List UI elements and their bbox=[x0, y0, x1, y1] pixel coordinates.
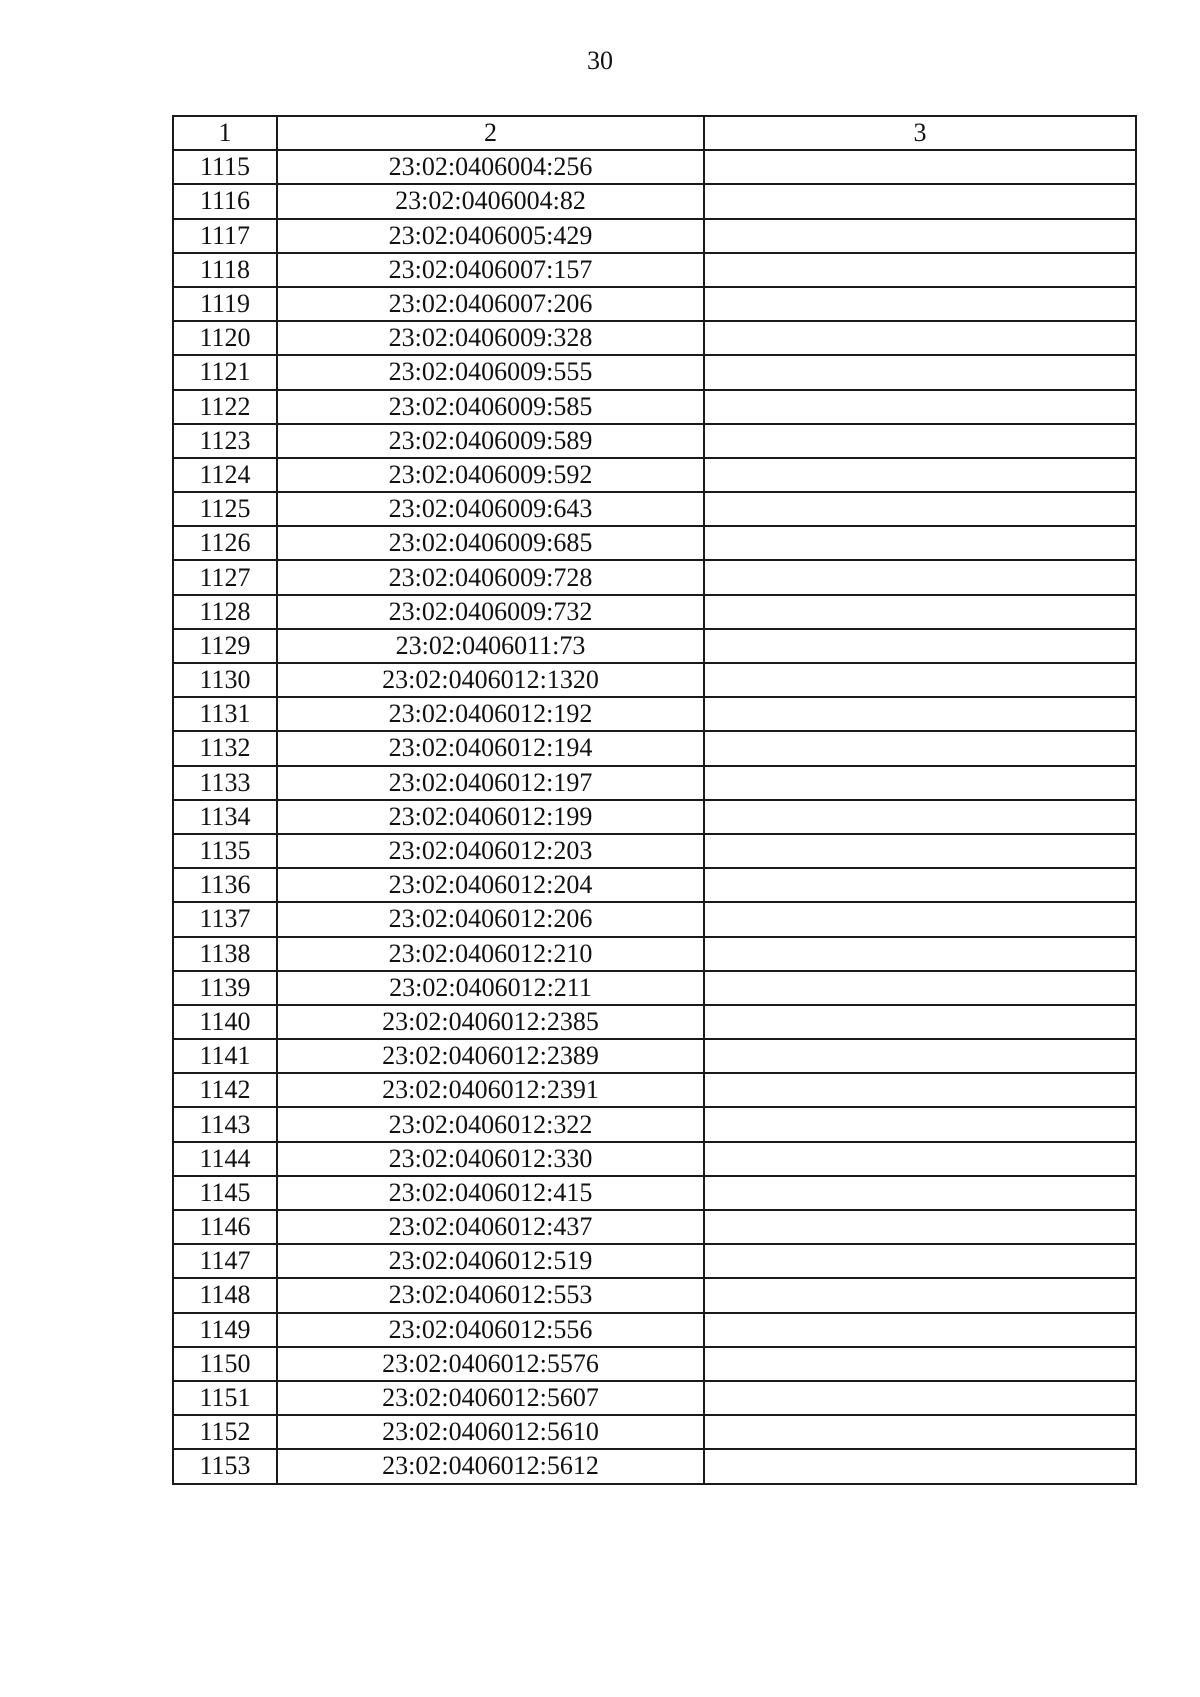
row-number-cell: 1149 bbox=[173, 1313, 277, 1347]
row-number-cell: 1145 bbox=[173, 1176, 277, 1210]
note-cell bbox=[704, 663, 1136, 697]
table-row bbox=[173, 1073, 1136, 1107]
cadastral-number-cell: 23:02:0406012:2391 bbox=[277, 1073, 704, 1107]
note-cell bbox=[704, 355, 1136, 389]
cadastral-number-cell: 23:02:0406009:592 bbox=[277, 458, 704, 492]
cadastral-number-cell: 23:02:0406012:415 bbox=[277, 1176, 704, 1210]
note-cell bbox=[704, 184, 1136, 218]
table-row bbox=[173, 1415, 1136, 1449]
row-number-cell: 1140 bbox=[173, 1005, 277, 1039]
cadastral-number-cell: 23:02:0406012:210 bbox=[277, 937, 704, 971]
cadastral-number-cell: 23:02:0406009:643 bbox=[277, 492, 704, 526]
note-cell bbox=[704, 868, 1136, 902]
table-row bbox=[173, 1244, 1136, 1278]
cadastral-number-cell: 23:02:0406012:197 bbox=[277, 766, 704, 800]
table-row bbox=[173, 868, 1136, 902]
cadastral-number-cell: 23:02:0406012:192 bbox=[277, 697, 704, 731]
cadastral-number-cell: 23:02:0406004:256 bbox=[277, 150, 704, 184]
table-row bbox=[173, 1210, 1136, 1244]
table-row bbox=[173, 1142, 1136, 1176]
table-row bbox=[173, 526, 1136, 560]
table-row bbox=[173, 1176, 1136, 1210]
cadastral-number-cell: 23:02:0406007:206 bbox=[277, 287, 704, 321]
row-number-cell: 1130 bbox=[173, 663, 277, 697]
row-number-cell: 1151 bbox=[173, 1381, 277, 1415]
table-row bbox=[173, 1449, 1136, 1483]
table-row bbox=[173, 184, 1136, 218]
cadastral-number-cell: 23:02:0406012:437 bbox=[277, 1210, 704, 1244]
table-row bbox=[173, 321, 1136, 355]
note-cell bbox=[704, 834, 1136, 868]
cadastral-number-cell: 23:02:0406012:206 bbox=[277, 902, 704, 936]
row-number-cell: 1134 bbox=[173, 800, 277, 834]
cadastral-number-cell: 23:02:0406012:203 bbox=[277, 834, 704, 868]
cadastral-number-cell: 23:02:0406012:199 bbox=[277, 800, 704, 834]
row-number-cell: 1125 bbox=[173, 492, 277, 526]
table-row bbox=[173, 629, 1136, 663]
table-row bbox=[173, 1313, 1136, 1347]
table-row bbox=[173, 663, 1136, 697]
cadastral-number-cell: 23:02:0406012:5612 bbox=[277, 1449, 704, 1483]
note-cell bbox=[704, 800, 1136, 834]
cadastral-number-cell: 23:02:0406009:685 bbox=[277, 526, 704, 560]
note-cell bbox=[704, 526, 1136, 560]
row-number-cell: 1126 bbox=[173, 526, 277, 560]
row-number-cell: 1147 bbox=[173, 1244, 277, 1278]
row-number-cell: 1146 bbox=[173, 1210, 277, 1244]
cadastral-number-cell: 23:02:0406009:732 bbox=[277, 595, 704, 629]
note-cell bbox=[704, 1039, 1136, 1073]
table-row bbox=[173, 424, 1136, 458]
cadastral-number-cell: 23:02:0406009:589 bbox=[277, 424, 704, 458]
note-cell bbox=[704, 1073, 1136, 1107]
row-number-cell: 1116 bbox=[173, 184, 277, 218]
cadastral-number-cell: 23:02:0406012:5576 bbox=[277, 1347, 704, 1381]
table-row bbox=[173, 697, 1136, 731]
row-number-cell: 1131 bbox=[173, 697, 277, 731]
note-cell bbox=[704, 1176, 1136, 1210]
cadastral-number-cell: 23:02:0406012:2389 bbox=[277, 1039, 704, 1073]
table-row bbox=[173, 902, 1136, 936]
note-cell bbox=[704, 424, 1136, 458]
table-row bbox=[173, 150, 1136, 184]
note-cell bbox=[704, 1449, 1136, 1483]
table-header-row bbox=[173, 116, 1136, 150]
row-number-cell: 1136 bbox=[173, 868, 277, 902]
cadastral-number-cell: 23:02:0406009:328 bbox=[277, 321, 704, 355]
cadastral-number-cell: 23:02:0406012:556 bbox=[277, 1313, 704, 1347]
table-row bbox=[173, 1347, 1136, 1381]
note-cell bbox=[704, 1005, 1136, 1039]
cadastral-number-cell: 23:02:0406012:519 bbox=[277, 1244, 704, 1278]
note-cell bbox=[704, 766, 1136, 800]
column-header-1: 1 bbox=[173, 116, 277, 150]
row-number-cell: 1142 bbox=[173, 1073, 277, 1107]
row-number-cell: 1152 bbox=[173, 1415, 277, 1449]
table-row bbox=[173, 595, 1136, 629]
row-number-cell: 1144 bbox=[173, 1142, 277, 1176]
note-cell bbox=[704, 1210, 1136, 1244]
cadastral-number-cell: 23:02:0406012:330 bbox=[277, 1142, 704, 1176]
table-row bbox=[173, 355, 1136, 389]
table-row bbox=[173, 800, 1136, 834]
cadastral-number-cell: 23:02:0406012:194 bbox=[277, 731, 704, 765]
cadastral-number-cell: 23:02:0406011:73 bbox=[277, 629, 704, 663]
row-number-cell: 1127 bbox=[173, 560, 277, 594]
row-number-cell: 1119 bbox=[173, 287, 277, 321]
table-row bbox=[173, 937, 1136, 971]
note-cell bbox=[704, 1107, 1136, 1141]
table-row bbox=[173, 390, 1136, 424]
cadastral-number-cell: 23:02:0406012:5607 bbox=[277, 1381, 704, 1415]
page-number: 30 bbox=[587, 46, 613, 75]
note-cell bbox=[704, 321, 1136, 355]
cadastral-number-cell: 23:02:0406007:157 bbox=[277, 253, 704, 287]
row-number-cell: 1132 bbox=[173, 731, 277, 765]
note-cell bbox=[704, 1415, 1136, 1449]
cadastral-number-cell: 23:02:0406009:728 bbox=[277, 560, 704, 594]
table-row bbox=[173, 1381, 1136, 1415]
note-cell bbox=[704, 390, 1136, 424]
note-cell bbox=[704, 560, 1136, 594]
note-cell bbox=[704, 595, 1136, 629]
row-number-cell: 1137 bbox=[173, 902, 277, 936]
row-number-cell: 1129 bbox=[173, 629, 277, 663]
column-header-2: 2 bbox=[277, 116, 704, 150]
cadastral-number-cell: 23:02:0406012:211 bbox=[277, 971, 704, 1005]
note-cell bbox=[704, 150, 1136, 184]
row-number-cell: 1118 bbox=[173, 253, 277, 287]
table-body bbox=[173, 116, 1136, 1484]
note-cell bbox=[704, 492, 1136, 526]
note-cell bbox=[704, 1244, 1136, 1278]
cadastral-number-cell: 23:02:0406004:82 bbox=[277, 184, 704, 218]
table-row bbox=[173, 458, 1136, 492]
note-cell bbox=[704, 1381, 1136, 1415]
note-cell bbox=[704, 287, 1136, 321]
table-row bbox=[173, 253, 1136, 287]
note-cell bbox=[704, 902, 1136, 936]
cadastral-number-cell: 23:02:0406009:585 bbox=[277, 390, 704, 424]
row-number-cell: 1143 bbox=[173, 1107, 277, 1141]
cadastral-number-cell: 23:02:0406012:5610 bbox=[277, 1415, 704, 1449]
row-number-cell: 1139 bbox=[173, 971, 277, 1005]
note-cell bbox=[704, 971, 1136, 1005]
note-cell bbox=[704, 1313, 1136, 1347]
note-cell bbox=[704, 1278, 1136, 1312]
row-number-cell: 1123 bbox=[173, 424, 277, 458]
row-number-cell: 1135 bbox=[173, 834, 277, 868]
cadastral-number-cell: 23:02:0406012:2385 bbox=[277, 1005, 704, 1039]
note-cell bbox=[704, 731, 1136, 765]
cadastral-number-cell: 23:02:0406012:204 bbox=[277, 868, 704, 902]
table-row bbox=[173, 834, 1136, 868]
note-cell bbox=[704, 1347, 1136, 1381]
row-number-cell: 1133 bbox=[173, 766, 277, 800]
note-cell bbox=[704, 697, 1136, 731]
row-number-cell: 1138 bbox=[173, 937, 277, 971]
table-row bbox=[173, 287, 1136, 321]
cadastral-number-cell: 23:02:0406009:555 bbox=[277, 355, 704, 389]
cadastral-number-cell: 23:02:0406012:1320 bbox=[277, 663, 704, 697]
column-header-3: 3 bbox=[704, 116, 1136, 150]
note-cell bbox=[704, 629, 1136, 663]
table-row bbox=[173, 731, 1136, 765]
note-cell bbox=[704, 219, 1136, 253]
note-cell bbox=[704, 937, 1136, 971]
table-row bbox=[173, 971, 1136, 1005]
table-row bbox=[173, 1278, 1136, 1312]
row-number-cell: 1120 bbox=[173, 321, 277, 355]
note-cell bbox=[704, 1142, 1136, 1176]
table-row bbox=[173, 492, 1136, 526]
row-number-cell: 1115 bbox=[173, 150, 277, 184]
table-row bbox=[173, 1005, 1136, 1039]
row-number-cell: 1150 bbox=[173, 1347, 277, 1381]
row-number-cell: 1117 bbox=[173, 219, 277, 253]
table-row bbox=[173, 1039, 1136, 1073]
row-number-cell: 1122 bbox=[173, 390, 277, 424]
row-number-cell: 1148 bbox=[173, 1278, 277, 1312]
row-number-cell: 1124 bbox=[173, 458, 277, 492]
table-row bbox=[173, 766, 1136, 800]
row-number-cell: 1121 bbox=[173, 355, 277, 389]
note-cell bbox=[704, 253, 1136, 287]
row-number-cell: 1128 bbox=[173, 595, 277, 629]
cadastral-number-cell: 23:02:0406005:429 bbox=[277, 219, 704, 253]
table-row bbox=[173, 219, 1136, 253]
row-number-cell: 1153 bbox=[173, 1449, 277, 1483]
table-row bbox=[173, 1107, 1136, 1141]
note-cell bbox=[704, 458, 1136, 492]
cadastral-number-cell: 23:02:0406012:322 bbox=[277, 1107, 704, 1141]
table-row bbox=[173, 560, 1136, 594]
cadastral-number-table bbox=[172, 115, 1137, 1485]
cadastral-number-cell: 23:02:0406012:553 bbox=[277, 1278, 704, 1312]
row-number-cell: 1141 bbox=[173, 1039, 277, 1073]
